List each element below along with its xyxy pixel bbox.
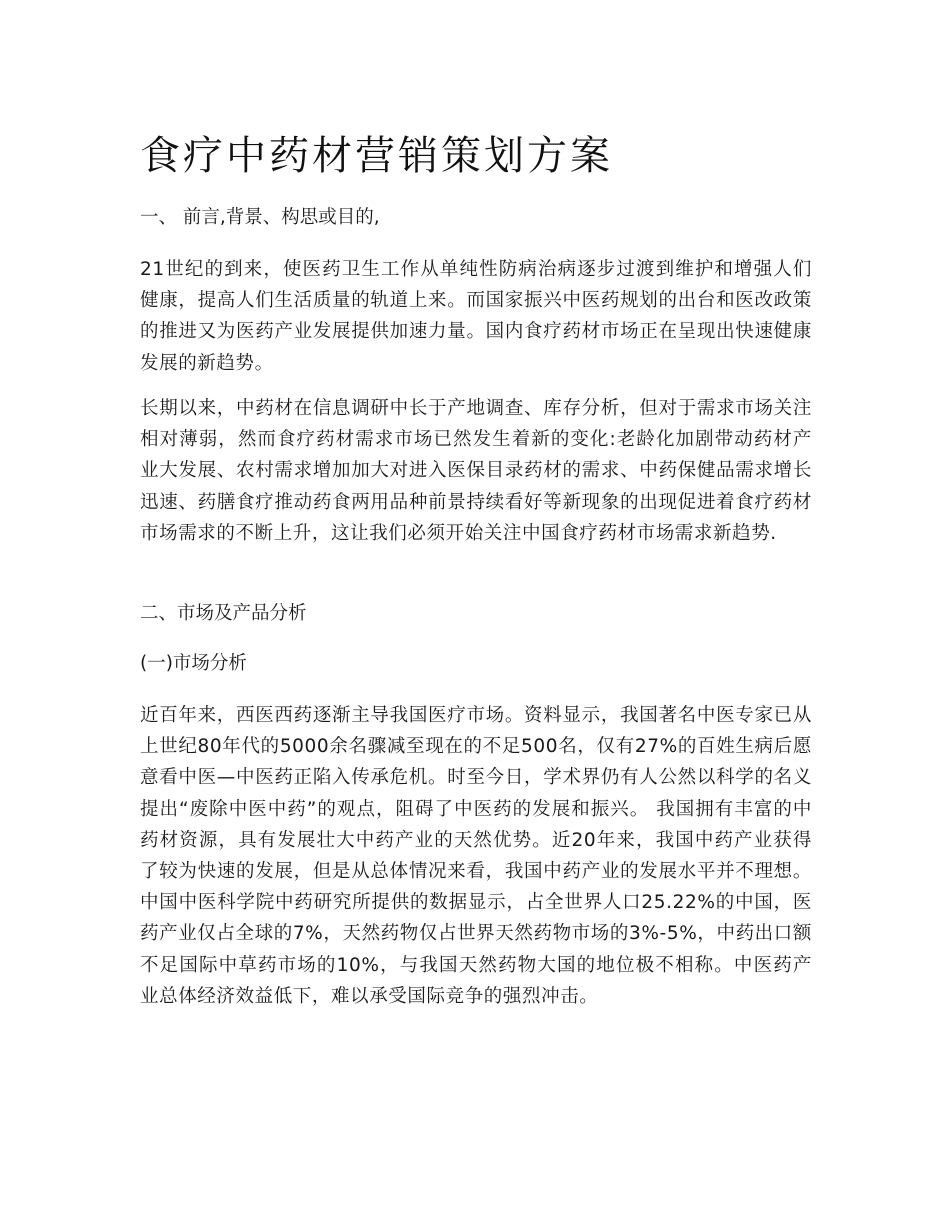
- paragraph-market-analysis: 近百年来，西医西药逐渐主导我国医疗市场。资料显示，我国著名中医专家已从上世纪80年代的5000余名骤减至现在的不足500名，仅有27%的百姓生病后愿意看中医—中医药正陷入传承危机。时至今日，学术界仍有人公然以科学的名义提出“废除中医中药”的观点，阻碍了中医药的发展和振兴。 我国拥有丰富的中药材资源，具有发展壮大中药产业的天然优势。近20年来，我国中药产业获得了较为快速的发展，但是从总体情况来看，我国中药产业的发展水平并不理想。中国中医科学院中药研究所提供的数据显示，占全世界人口25.22%的中国，医药产业仅占全球的7%，天然药物仅占世界天然药物市场的3%-5%，中药出口额不足国际中草药市场的10%，与我国天然药物大国的地位极不相称。中医药产业总体经济效益低下，难以承受国际竞争的强烈冲击。: [140, 705, 812, 1007]
- document-title: 食疗中药材营销策划方案: [140, 133, 613, 179]
- section-heading-market-product: 二、市场及产品分析: [140, 603, 307, 624]
- paragraph-demand-trends: 长期以来，中药材在信息调研中长于产地调查、库存分析，但对于需求市场关注相对薄弱，然而食疗药材需求市场已然发生着新的变化:老龄化加剧带动药材产业大发展、农村需求增加加大对进入医保目录药材的需求、中药保健品需求增长迅速、药膳食疗推动药食两用品种前景持续看好等新现象的出现促进着食疗药材市场需求的不断上升，这让我们必须开始关注中国食疗药材市场需求新趋势.: [140, 398, 812, 544]
- paragraph-background: 21世纪的到来，使医药卫生工作从单纯性防病治病逐步过渡到维护和增强人们健康，提高人们生活质量的轨道上来。而国家振兴中医药规划的出台和医改政策的推进又为医药产业发展提供加速力量。国内食疗药材市场正在呈现出快速健康发展的新趋势。: [140, 259, 812, 374]
- subsection-heading-market-analysis: (一)市场分析: [140, 653, 247, 674]
- section-heading-preface: 一、 前言,背景、构思或目的,: [140, 207, 380, 228]
